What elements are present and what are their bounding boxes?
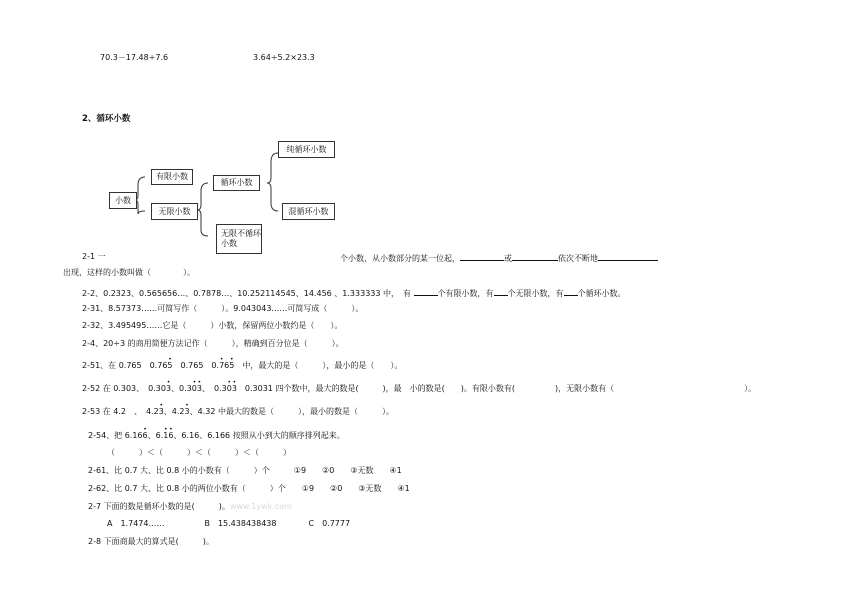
q2-53: 2-53 在 4.2 、 4.23 •、4.23 •、4.32 中最大的数是（ ），最小的数是（ ）。 bbox=[82, 407, 394, 417]
q2-4: 2-4、20÷3 的商用简便方法记作（ ），精确到百分位是（ ）。 bbox=[82, 339, 344, 348]
diagram-node-mixed-repeating: 混循环小数 bbox=[282, 203, 335, 220]
q2-54-ordering: （ ）＜（ ）＜（ ）＜（ ） bbox=[107, 448, 291, 457]
diagram-node-pure-repeating: 纯循环小数 bbox=[278, 141, 335, 158]
q2-54: 2-54、把 6.166 •、6.1 •6 •、6.16、6.166 按照从小到大的顺序排列起来。 bbox=[88, 431, 345, 441]
diagram-node-finite: 有限小数 bbox=[151, 169, 193, 185]
q2-32: 2-32、3.495495……它是（ ）小数，保留两位小数约是（ ）。 bbox=[82, 321, 343, 330]
diagram-node-non-repeating: 无限不循环小数 bbox=[216, 224, 262, 254]
diagram-node-repeating: 循环小数 bbox=[213, 175, 260, 191]
q2-1-text: 个小数，从小数部分的某一位起， 或 依次不断地 bbox=[340, 252, 658, 264]
q2-1-line2: 出现，这样的小数叫做（ ）。 bbox=[63, 268, 195, 277]
section-title: 2、循环小数 bbox=[82, 114, 131, 124]
q2-7: 2-7 下面的数是循环小数的是( )。www.1ywk.com bbox=[88, 502, 292, 511]
expression-2: 3.64÷5.2×23.3 bbox=[253, 53, 315, 62]
diagram-node-decimal: 小数 bbox=[109, 192, 137, 209]
expression-1: 70.3－17.48÷7.6 bbox=[100, 53, 169, 62]
q2-52: 2-52 在 0.303、 0.303 •、0.30 •3 •、 0.30 •3 • 0.3031 四个数中，最大的数是( )，最 小的数是( )。有限小数有( )，无限小数有（ ）。 bbox=[82, 384, 756, 394]
diagram-node-infinite: 无限小数 bbox=[151, 203, 198, 220]
q2-51: 2-51、在 0.765 0.765 • 0.765 0.7 •65 • 中，最大的是（ ），最小的是（ ）。 bbox=[82, 361, 402, 371]
watermark: www.1ywk.com bbox=[229, 502, 292, 511]
brace-repeating bbox=[267, 153, 278, 211]
q2-1-label: 2-1 一 bbox=[82, 252, 106, 261]
q2-61: 2-61、比 0.7 大、比 0.8 小的小数有（ ）个 ①9 ②0 ③无数 ④1 bbox=[88, 466, 402, 475]
q2-62: 2-62、比 0.7 大、比 0.8 小的两位小数有（ ）个 ①9 ②0 ③无数 ④1 bbox=[88, 484, 410, 493]
q2-2: 2-2、0.2323、0.565656…、0.7878…、10.252114545、14.456 、1.333333 中， 有 个有限小数，有 个无限小数，有 个循环小数。 bbox=[82, 289, 626, 298]
q2-8: 2-8 下面商最大的算式是( )。 bbox=[88, 537, 214, 546]
q2-7-options: A 1.7474…… B 15.438438438 C 0.7777 bbox=[107, 519, 351, 528]
q2-31: 2-31、8.57373……可简写作（ ）。9.043043……可简写成（ ）。 bbox=[82, 304, 364, 313]
brace-infinite bbox=[197, 183, 208, 236]
